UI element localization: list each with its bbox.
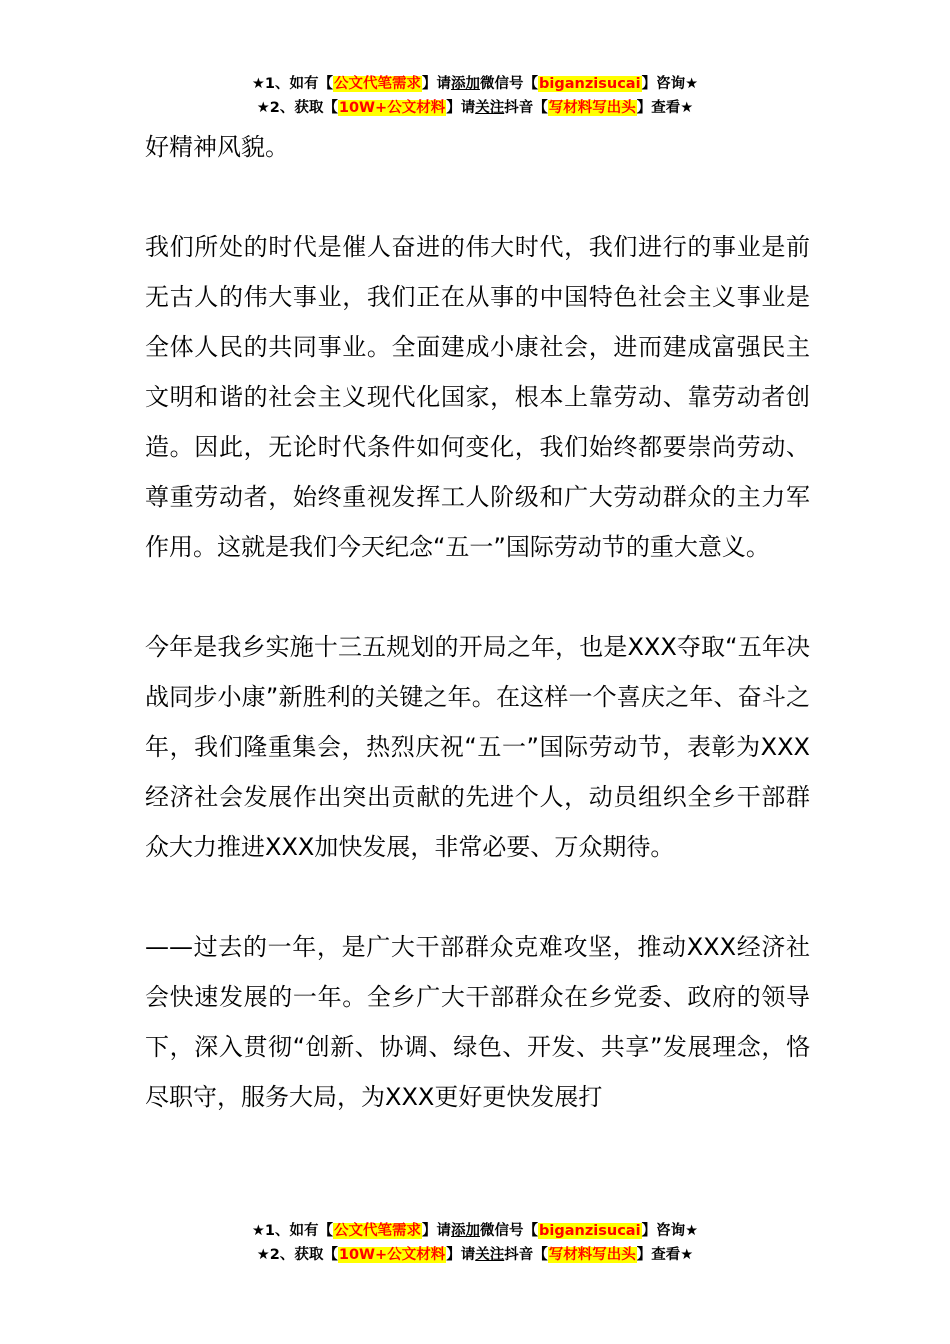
highlight-service: 公文代笔需求 (334, 1223, 422, 1239)
banner-line-1 (0, 1219, 950, 1243)
banner-text: 】咨询 (641, 76, 686, 92)
header-banner (0, 72, 950, 120)
highlight-materials: 10W+公文材料 (338, 1247, 446, 1263)
banner-line-2 (0, 1243, 950, 1267)
banner-text: 】请 (446, 1247, 476, 1263)
banner-text: 】咨询 (641, 1223, 686, 1239)
highlight-douyin-account: 写材料写出头 (548, 1247, 636, 1263)
banner-text: 2、获取【 (269, 100, 338, 116)
banner-text: 微信号【 (480, 76, 539, 92)
star-icon: ★ (251, 76, 265, 92)
banner-text: 】查看 (636, 100, 681, 116)
star-icon: ★ (251, 1223, 265, 1239)
banner-text: 】请 (446, 100, 476, 116)
star-icon: ★ (256, 1247, 270, 1263)
star-icon: ★ (685, 76, 699, 92)
banner-line-2 (0, 96, 950, 120)
banner-text: 微信号【 (480, 1223, 539, 1239)
banner-text: 2、获取【 (269, 1247, 338, 1263)
banner-underlined-text: 添加 (451, 1223, 481, 1239)
footer-banner (0, 1219, 950, 1267)
paragraph: 好精神风貌。 (145, 133, 289, 161)
banner-underlined-text: 添加 (451, 76, 481, 92)
document-body (145, 122, 810, 1122)
highlight-wechat-id: biganzisucai (539, 1223, 641, 1239)
star-icon: ★ (256, 100, 270, 116)
banner-line-1 (0, 72, 950, 96)
banner-text: 抖音【 (504, 100, 548, 116)
paragraph: 今年是我乡实施十三五规划的开局之年，也是XXX夺取“五年决战同步小康”新胜利的关键之年。在这样一个喜庆之年、奋斗之年，我们隆重集会，热烈庆祝“五一”国际劳动节，表彰为XXX经济社会发展作出突出贡献的先进个人，动员组织全乡干部群众大力推进XXX加快发展，非常必要、万众期待。 (145, 633, 810, 861)
banner-underlined-text: 关注 (475, 100, 505, 116)
banner-text: 1、如有【 (264, 1223, 334, 1239)
star-icon: ★ (680, 1247, 694, 1263)
highlight-materials: 10W+公文材料 (338, 100, 446, 116)
paragraph: 我们所处的时代是催人奋进的伟大时代，我们进行的事业是前无古人的伟大事业，我们正在从事的中国特色社会主义事业是全体人民的共同事业。全面建成小康社会，进而建成富强民主文明和谐的社会主义现代化国家，根本上靠劳动、靠劳动者创造。因此，无论时代条件如何变化，我们始终都要崇尚劳动、尊重劳动者，始终重视发挥工人阶级和广大劳动群众的主力军作用。这就是我们今天纪念“五一”国际劳动节的重大意义。 (145, 233, 810, 561)
highlight-service: 公文代笔需求 (334, 76, 422, 92)
banner-text: 抖音【 (504, 1247, 548, 1263)
highlight-douyin-account: 写材料写出头 (548, 100, 636, 116)
highlight-wechat-id: biganzisucai (539, 76, 641, 92)
banner-text: 1、如有【 (264, 76, 334, 92)
banner-text: 】请 (422, 76, 452, 92)
paragraph: ——过去的一年，是广大干部群众克难攻坚，推动XXX经济社会快速发展的一年。全乡广大干部群众在乡党委、政府的领导下，深入贯彻“创新、协调、绿色、开发、共享”发展理念，恪尽职守，服务大局，为XXX更好更快发展打 (145, 933, 810, 1111)
banner-underlined-text: 关注 (475, 1247, 505, 1263)
star-icon: ★ (685, 1223, 699, 1239)
star-icon: ★ (680, 100, 694, 116)
banner-text: 】请 (422, 1223, 452, 1239)
banner-text: 】查看 (636, 1247, 681, 1263)
